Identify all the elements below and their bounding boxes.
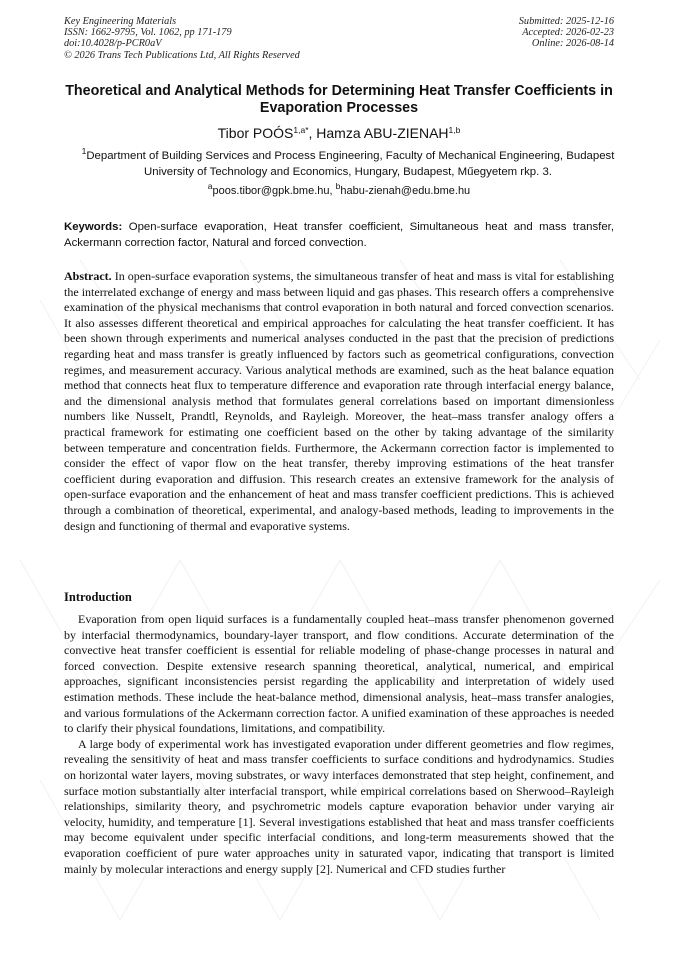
author-superscript: 1,a* (293, 125, 309, 135)
author-list (60, 124, 618, 142)
email-superscript: b (335, 181, 341, 191)
keywords-text: Open-surface evaporation, Heat transfer coefficient, Simultaneous heat and mass transfer, Ackermann correction factor, Natural and forced convection. (64, 221, 614, 249)
submitted-date: Submitted: 2025-12-16 (518, 16, 614, 27)
intro-paragraph: Evaporation from open liquid surfaces is a fundamentally coupled heat–mass transfer phenomenon governed by interfacial thermodynamics, boundary-layer transport, and flow conditions. Accurate determination of the convective heat transfer coefficient is essential for reliable modeling of phase-change processes in natural and forced convection. Despite extensive research spanning theoretical, analytical, numerical, and empirical approaches, significant inconsistencies persist regarding the applicability and interpretation of widely used estimation methods. These include the heat-balance method, dimensional analysis, heat–mass transfer analogies, and various formulations of the Ackermann correction factor. A unified examination of these approaches is needed to clarify their physical foundations, limitations, and compatibility. (64, 612, 614, 736)
journal-name: Key Engineering Materials (64, 16, 177, 27)
keywords-label: Keywords: (64, 221, 123, 233)
affiliation (78, 146, 618, 180)
author-separator: , (308, 125, 317, 141)
abstract-text: In open-surface evaporation systems, the simultaneous transfer of heat and mass is vital for establishing the interrelated exchange of energy and mass between liquid and gas phases. This research offers a comprehensive examination of the physical mechanisms that control evaporation in both natural and forced convection scenarios. It also assesses different theoretical and empirical approaches for calculating the heat transfer coefficient. It has been shown through experiments and numerical analyses conducted in the past that the precision of predictions regarding heat and mass transfer is greatly influenced by factors such as geometrical configurations, convection regimes, and measurement accuracy. Various analytical methods are examined, such as the heat balance equation method that connects heat flux to temperature difference and evaporation rate through interfacial energy balance, and the dimensional analysis method that formulates general correlations based on important dimensionless numbers like Nusselt, Prandtl, Reynolds, and Rayleigh. Moreover, the heat–mass transfer analogy offers a practical framework for estimating one coefficient based on the other by taking advantage of the similarity between temperature and concentration fields. Furthermore, the Ackermann correction factor is implemented to consider the effect of vapor flow on the heat transfer, thereby improving estimations of the heat transfer coefficient during evaporation and diffusion. This research creates an extensive framework for the analysis of open-surface evaporation and the enhancement of heat and mass transfer coefficient predictions. This is achieved through a combination of theoretical, experimental, and analogy-based methods, leading to improvements in the design and functioning of thermal and evaporative systems. (64, 269, 614, 533)
affiliation-text: Department of Building Services and Process Engineering, Faculty of Mechanical Engineering, Budapest University of Technology and Economics, Hungary, Budapest, Műegyetem rkp. 3. (86, 150, 615, 178)
email-superscript: a (207, 181, 213, 191)
journal-info (64, 16, 300, 61)
introduction-heading: Introduction (64, 590, 132, 604)
author-superscript: 1,b (448, 125, 461, 135)
doi-line[interactable]: doi:10.4028/p-PCR0aV (64, 38, 162, 50)
email-link[interactable]: habu-zienah@edu.bme.hu (340, 185, 471, 197)
author-name: Hamza ABU-ZIENAH (316, 125, 449, 141)
abstract-block (64, 269, 614, 534)
abstract-label: Abstract. (64, 269, 112, 283)
publication-dates (519, 16, 614, 50)
accepted-date: Accepted: 2026-02-23 (522, 27, 614, 39)
author-name: Tibor POÓS (217, 125, 294, 141)
paper-title: Theoretical and Analytical Methods for Determining Heat Transfer Coefficients in Evaporation Processes (65, 83, 613, 116)
online-date: Online: 2026-08-14 (531, 38, 614, 50)
affiliation-superscript: 1 (81, 146, 87, 156)
intro-paragraph: A large body of experimental work has investigated evaporation under different geometries and flow regimes, revealing the sensitivity of heat and mass transfer coefficients to surface conditions and hydrodynamics. Studies on horizontal water layers, moving substrates, or wavy interfaces demonstrated that step height, confinement, and surface motion substantially alter interfacial transport, while empirical correlations based on Sherwood–Rayleigh relationships, similarity theory, and psychrometric models capture evaporation behavior under varying air velocity, humidity, and temperature [1]. Several investigations established that heat and mass transfer coefficients may become equivalent under specific interfacial conditions, and long-term measurements showed that the evaporation coefficient of pure water approaches unity in saturated vapor, indicating that transport is limited mainly by molecular interactions and energy supply [2]. Numerical and CFD studies further (64, 736, 614, 876)
issn-line: ISSN: 1662-9795, Vol. 1062, pp 171-179 (64, 27, 232, 39)
author-emails: $^a$poos.tibor@gpk.bme.hu, $^b$habu-zienah@edu.bme.hu (207, 181, 471, 197)
copyright-line: © 2026 Trans Tech Publications Ltd, All Rights Reserved (64, 49, 300, 61)
email-link[interactable]: poos.tibor@gpk.bme.hu (212, 185, 330, 197)
keywords-block (64, 220, 614, 251)
introduction-body (64, 612, 614, 877)
